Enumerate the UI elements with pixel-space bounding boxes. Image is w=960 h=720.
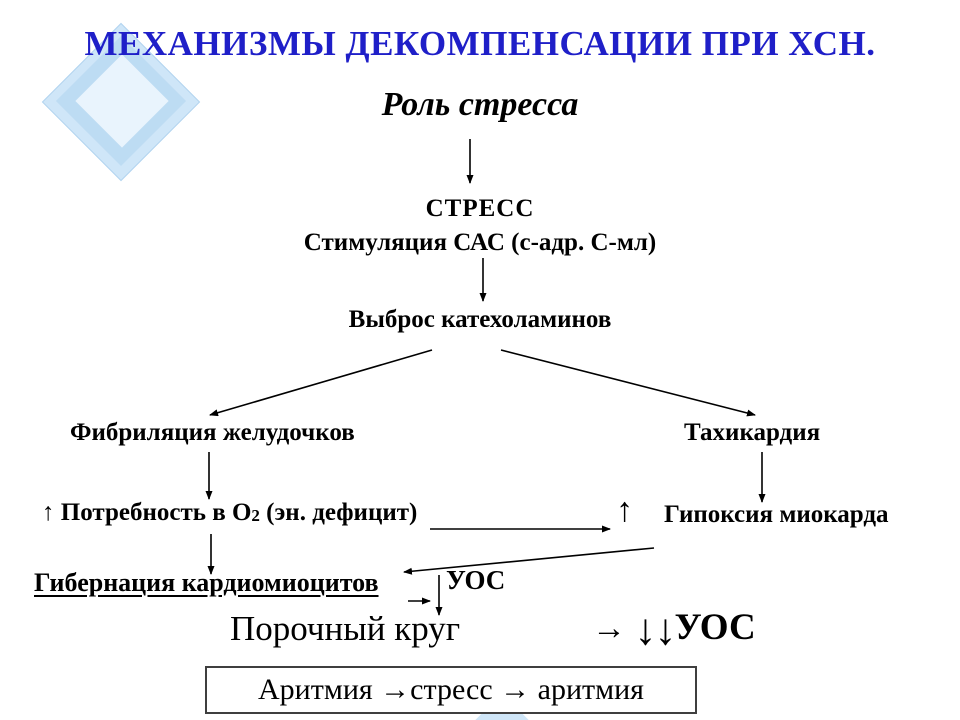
right-arrow-icon: → xyxy=(592,610,635,647)
node-tachycardia: Тахикардия xyxy=(684,419,821,446)
o2-demand-text: ↑ Потребность в О xyxy=(42,499,252,526)
node-vicious-circle: Порочный круг xyxy=(230,609,461,648)
node-sas-stimulation: Стимуляция САС (с-адр. С-мл) xyxy=(303,229,657,256)
node-ventricular-fibrillation: Фибриляция желудочков xyxy=(70,419,355,446)
node-uos: УОС xyxy=(446,565,506,595)
node-stress: СТРЕСС xyxy=(425,195,535,222)
node-cardiomyocyte-hibernation: Гибернация кардиомиоцитов xyxy=(34,568,379,597)
arrhythmia-stress-loop-box: Аритмия →стресс → аритмия xyxy=(205,666,697,714)
arrow-hypoxia-to-uos xyxy=(404,548,654,572)
node-o2-demand xyxy=(42,499,417,527)
double-down-arrow-icon: ↓↓ xyxy=(634,605,675,654)
node-catecholamine-release: Выброс катехоламинов xyxy=(348,306,612,333)
arrow-release-to-tachycardia xyxy=(501,350,755,415)
increase-arrow-icon: ↑ xyxy=(616,492,633,529)
node-result-uos-decrease xyxy=(592,605,756,654)
o2-demand-suffix: (эн. дефицит) xyxy=(259,499,418,526)
slide-title: МЕХАНИЗМЫ ДЕКОМПЕНСАЦИИ ПРИ ХСН. xyxy=(84,24,876,63)
uos-label: УОС xyxy=(674,607,756,648)
node-myocardial-hypoxia: Гипоксия миокарда xyxy=(664,501,889,528)
slide-subtitle: Роль стресса xyxy=(381,86,579,123)
o2-subscript: 2 xyxy=(251,506,260,525)
arrow-release-to-fibrillation xyxy=(210,350,432,415)
